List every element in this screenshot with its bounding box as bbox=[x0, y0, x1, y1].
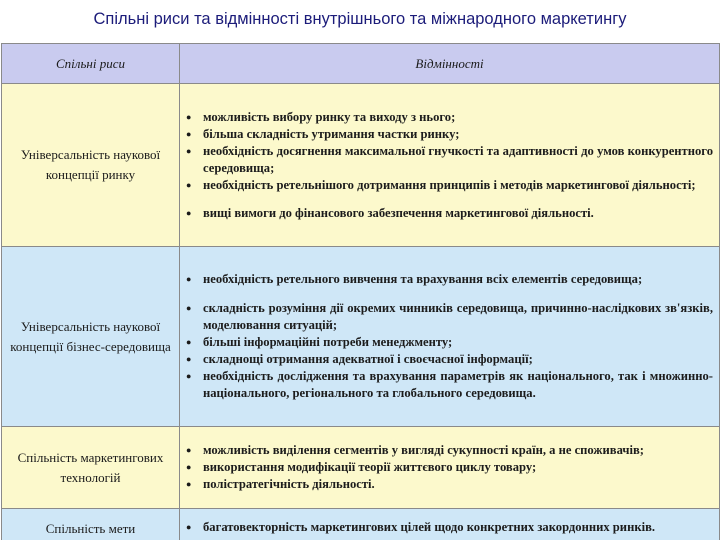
differences-cell bbox=[180, 247, 720, 427]
table-row bbox=[2, 509, 720, 540]
list-item: ● необхідність ретельного вивчення та врахування всіх елементів середовища; bbox=[184, 271, 713, 288]
common-feature-cell: Спільність мети bbox=[2, 509, 180, 540]
page-title: Спільні риси та відмінності внутрішнього та міжнародного маркетингу bbox=[93, 10, 627, 28]
list-item: ● вищі вимоги до фінансового забезпечення маркетингової діяльності. bbox=[184, 205, 713, 222]
table-row bbox=[2, 247, 720, 427]
common-feature-cell: Універсальність наукової концепції бізнес-середовища bbox=[2, 247, 180, 427]
differences-list bbox=[180, 271, 719, 402]
header-differences: Відмінності bbox=[180, 44, 720, 84]
list-item: ● складність розуміння дії окремих чинників середовища, причинно-наслідкових зв'язків, моделювання ситуацій; bbox=[184, 300, 713, 334]
differences-cell bbox=[180, 84, 720, 247]
list-item: ● більші інформаційні потреби менеджменту; bbox=[184, 334, 713, 351]
list-item: ● багатовекторність маркетингових цілей щодо конкретних закордонних ринків. bbox=[184, 519, 713, 536]
list-item: ● більша складність утримання частки ринку; bbox=[184, 126, 713, 143]
common-feature-cell: Універсальність наукової концепції ринку bbox=[2, 84, 180, 247]
list-item: ● необхідність ретельнішого дотримання принципів і методів маркетингової діяльності; bbox=[184, 177, 713, 194]
list-item: ● можливість вибору ринку та виходу з нього; bbox=[184, 109, 713, 126]
table-row bbox=[2, 84, 720, 247]
list-item: ● полістратегічність діяльності. bbox=[184, 476, 713, 493]
header-row bbox=[2, 44, 720, 84]
comparison-table bbox=[1, 43, 720, 540]
differences-cell bbox=[180, 509, 720, 540]
differences-cell bbox=[180, 427, 720, 509]
list-item: ● складнощі отримання адекватної і своєчасної інформації; bbox=[184, 351, 713, 368]
list-item: ● необхідність дослідження та врахування параметрів як національного, так і множинно-національного, регіонального та глобального середовища. bbox=[184, 368, 713, 402]
list-item: ● використання модифікації теорії життєвого циклу товару; bbox=[184, 459, 713, 476]
differences-list bbox=[180, 442, 719, 493]
list-item: ● необхідність досягнення максимальної гнучкості та адаптивності до умов конкурентного середовища; bbox=[184, 143, 713, 177]
differences-list bbox=[180, 109, 719, 222]
list-item: ● можливість виділення сегментів у вигляді сукупності країн, а не споживачів; bbox=[184, 442, 713, 459]
table-row bbox=[2, 427, 720, 509]
common-feature-cell: Спільність маркетингових технологій bbox=[2, 427, 180, 509]
header-common: Спільні риси bbox=[2, 44, 180, 84]
differences-list bbox=[180, 509, 719, 536]
